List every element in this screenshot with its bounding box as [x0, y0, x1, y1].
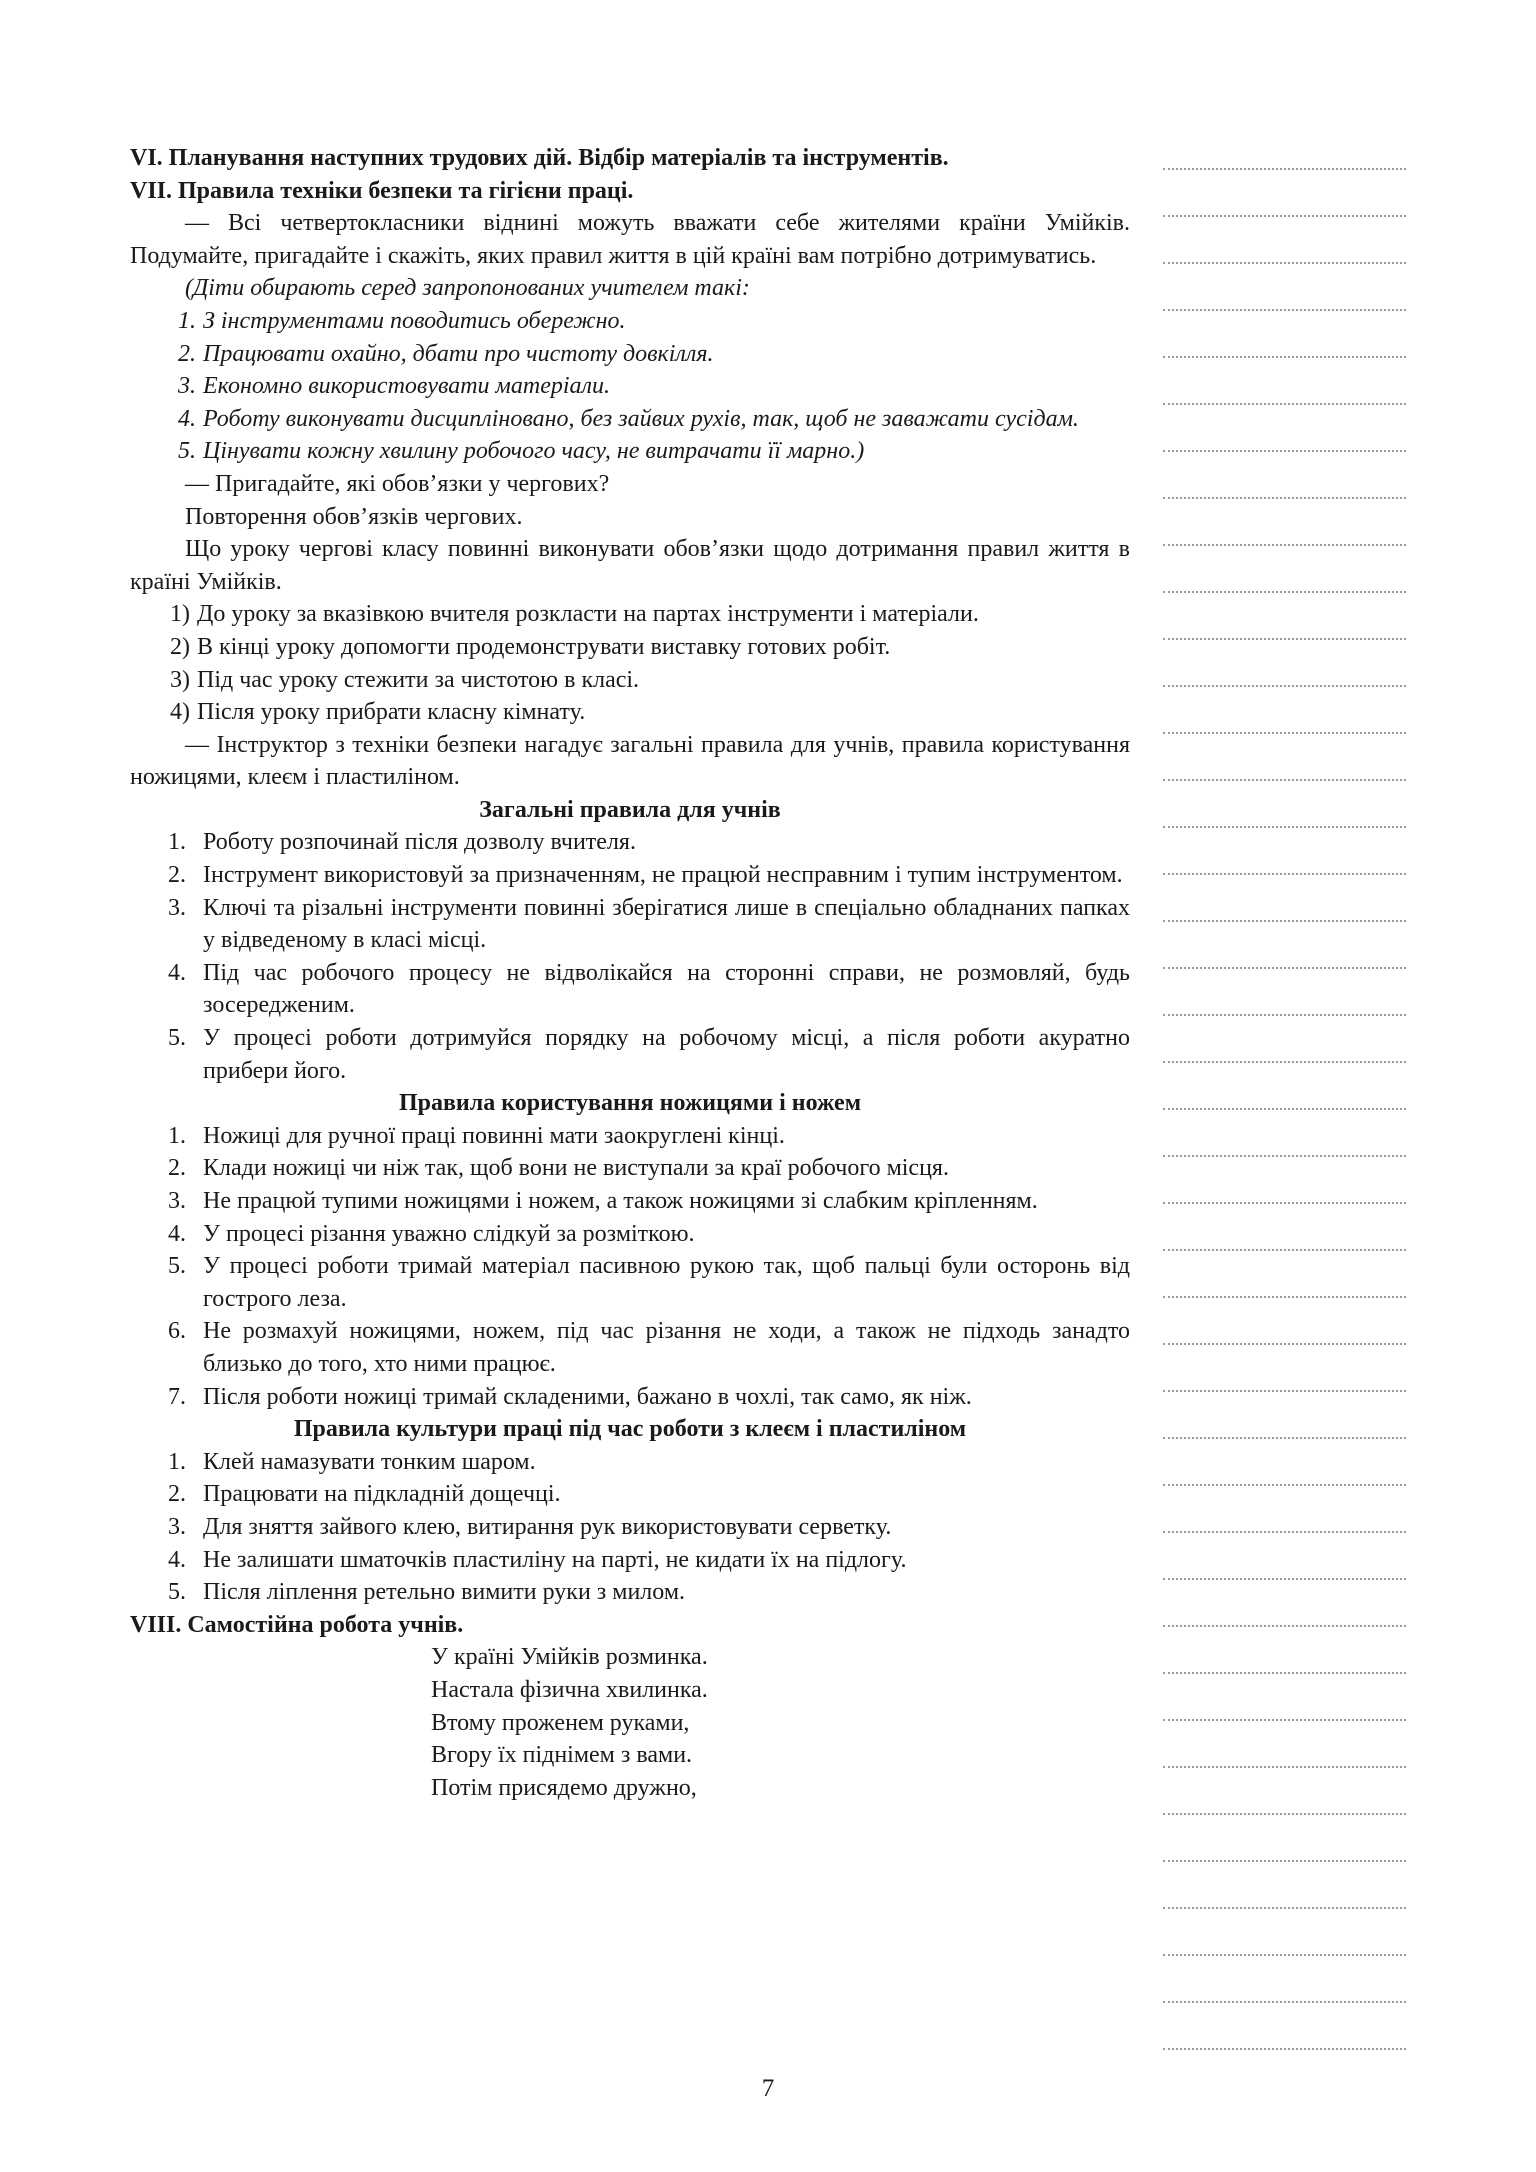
list-item-number: 1. [178, 307, 196, 334]
poem-line: У країні Умійків розминка. [431, 1644, 708, 1671]
glue-rule-item [130, 1576, 1130, 1609]
list-item-number: 5. [168, 1579, 186, 1606]
margin-note-line [1163, 215, 1406, 217]
notes-margin-lines [1163, 0, 1406, 2172]
margin-note-line [1163, 1202, 1406, 1204]
list-item-number: 5. [168, 1253, 186, 1280]
margin-note-line [1163, 2048, 1406, 2050]
margin-note-line [1163, 638, 1406, 640]
margin-note-line [1163, 309, 1406, 311]
list-item-text: Після роботи ножиці тримай складеними, бажано в чохлі, так само, як ніж. [203, 1383, 972, 1410]
list-item-number: 2. [178, 340, 196, 367]
list-item-number: 3. [168, 894, 186, 921]
duties-repeat: Повторення обов’язків чергових. [185, 503, 523, 530]
margin-note-line [1163, 1061, 1406, 1063]
margin-note-line [1163, 967, 1406, 969]
list-item-number: 5. [168, 1025, 186, 1052]
margin-note-line [1163, 2001, 1406, 2003]
margin-note-line [1163, 356, 1406, 358]
list-item-text: З інструментами поводитись обережно. [203, 307, 626, 334]
margin-note-line [1163, 873, 1406, 875]
list-item-text: Клей намазувати тонким шаром. [203, 1448, 536, 1475]
scissors-rules-list [130, 1120, 1130, 1413]
intro-paragraph: — Всі четвертокласники віднині можуть вважати себе жителями країни Умійків. Подумайте, пригадайте і скажіть, яких правил життя в цій країні вам потрібно дотримуватись. [130, 210, 1130, 269]
duty-item [130, 631, 1130, 664]
list-item-number: 3. [168, 1188, 186, 1214]
list-item-text: Не працюй тупими ножицями і ножем, а також ножицями зі слабким кріпленням. [203, 1188, 1038, 1214]
margin-note-line [1163, 685, 1406, 687]
list-item-number: 4) [170, 699, 190, 726]
glue-rules-title: Правила культури праці під час роботи з клеєм і пластиліном [293, 1416, 967, 1443]
list-item-text: Після ліплення ретельно вимити руки з милом. [203, 1579, 686, 1606]
margin-note-line [1163, 920, 1406, 922]
margin-note-line [1163, 450, 1406, 452]
margin-note-line [1163, 1155, 1406, 1157]
list-item-text: У процесі роботи тримай матеріал пасивною рукою так, щоб пальці були осторонь від гострого леза. [203, 1253, 1130, 1312]
poem-line: Настала фізична хвилинка. [431, 1676, 708, 1703]
list-item-text: Інструмент використовуй за призначенням, не працюй несправним і тупим інструментом. [203, 862, 1123, 889]
section-6-heading: VI. Планування наступних трудових дій. Відбір матеріалів та інструментів. [130, 145, 949, 171]
scissors-rule-item [130, 1250, 1130, 1315]
children-rule-item [130, 403, 1130, 436]
margin-note-line [1163, 1484, 1406, 1486]
margin-note-line [1163, 1249, 1406, 1251]
list-item-number: 1. [168, 829, 186, 856]
margin-note-line [1163, 1672, 1406, 1674]
duties-question: — Пригадайте, які обов’язки у чергових? [185, 470, 610, 497]
margin-note-line [1163, 1813, 1406, 1815]
general-rule-item [130, 892, 1130, 957]
list-item-number: 1. [168, 1122, 186, 1149]
list-item-number: 4. [178, 405, 196, 432]
page-content [130, 142, 1130, 1804]
list-item-text: До уроку за вказівкою вчителя розкласти на партах інструменти і матеріали. [197, 601, 979, 628]
margin-note-line [1163, 1531, 1406, 1533]
margin-note-line [1163, 826, 1406, 828]
general-rule-item [130, 957, 1130, 1022]
list-item-text: Економно використовувати матеріали. [203, 373, 610, 400]
instructor-paragraph: — Інструктор з техніки безпеки нагадує загальні правила для учнів, правила користування ножицями, клеєм і пластиліном. [130, 731, 1130, 791]
children-rule-item [130, 370, 1130, 403]
margin-note-line [1163, 544, 1406, 546]
general-rule-item [130, 1022, 1130, 1087]
duties-paragraph: Що уроку чергові класу повинні виконувати обов’язки щодо дотримання правил життя в країні Умійків. [130, 536, 1130, 595]
general-rules-list [130, 826, 1130, 1087]
glue-rule-item [130, 1446, 1130, 1479]
list-item-number: 6. [168, 1318, 186, 1345]
margin-note-line [1163, 1108, 1406, 1110]
poem-line: Вгору їх піднімем з вами. [431, 1742, 693, 1769]
margin-note-line [1163, 497, 1406, 499]
margin-note-line [1163, 1766, 1406, 1768]
children-intro: (Діти обирають серед запропонованих учителем такі: [185, 275, 750, 302]
margin-note-line [1163, 1954, 1406, 1956]
glue-rule-item [130, 1478, 1130, 1511]
scissors-rule-item [130, 1120, 1130, 1153]
list-item-number: 7. [168, 1383, 186, 1410]
duty-item [130, 664, 1130, 697]
children-rule-item [130, 338, 1130, 371]
list-item-text: Після уроку прибрати класну кімнату. [197, 699, 586, 726]
list-item-text: Не залишати шматочків пластиліну на парті, не кидати їх на підлогу. [203, 1546, 907, 1573]
list-item-number: 2. [168, 862, 186, 889]
scissors-rule-item [130, 1218, 1130, 1251]
children-rule-item [130, 305, 1130, 338]
margin-note-line [1163, 1907, 1406, 1909]
list-item-text: Ключі та різальні інструменти повинні зберігатися лише в спеціально обладнаних папках у відведеному в класі місці. [203, 894, 1130, 954]
margin-note-line [1163, 1437, 1406, 1439]
margin-note-line [1163, 1625, 1406, 1627]
list-item-text: Під час уроку стежити за чистотою в класі. [197, 666, 640, 693]
section-7-heading: VII. Правила техніки безпеки та гігієни праці. [130, 177, 634, 204]
poem-line: Втому проженем руками, [431, 1709, 690, 1736]
glue-rules-list [130, 1446, 1130, 1609]
poem-line: Потім присядемо дружно, [431, 1774, 697, 1801]
general-rule-item [130, 859, 1130, 892]
list-item-number: 3. [178, 373, 196, 400]
margin-note-line [1163, 1343, 1406, 1345]
list-item-text: Роботу розпочинай після дозволу вчителя. [203, 829, 636, 856]
list-item-text: В кінці уроку допомогти продемонструвати виставку готових робіт. [197, 633, 891, 660]
scissors-rules-title: Правила користування ножицями і ножем [398, 1090, 862, 1117]
list-item-text: У процесі різання уважно слідкуй за розміткою. [203, 1220, 695, 1247]
list-item-number: 3) [170, 666, 190, 693]
general-rules-title: Загальні правила для учнів [479, 796, 781, 823]
margin-note-line [1163, 262, 1406, 264]
margin-note-line [1163, 1390, 1406, 1392]
list-item-number: 5. [178, 438, 196, 465]
scissors-rule-item [130, 1152, 1130, 1185]
margin-note-line [1163, 732, 1406, 734]
section-8-heading: VIII. Самостійна робота учнів. [130, 1611, 464, 1638]
scissors-rule-item [130, 1315, 1130, 1380]
list-item-text: Працювати охайно, дбати про чистоту довкілля. [203, 340, 714, 367]
poem [130, 1641, 1130, 1804]
list-item-text: Для зняття зайвого клею, витирання рук використовувати серветку. [203, 1513, 892, 1540]
margin-note-line [1163, 779, 1406, 781]
margin-note-line [1163, 1719, 1406, 1721]
list-item-number: 2) [170, 633, 190, 660]
duty-item [130, 598, 1130, 631]
list-item-text: Не розмахуй ножицями, ножем, під час різання не ходи, а також не підходь занадто близько до того, хто ними працює. [203, 1318, 1130, 1377]
list-item-text: Ножиці для ручної праці повинні мати заокруглені кінці. [203, 1122, 785, 1149]
list-item-number: 4. [168, 1220, 186, 1247]
scissors-rule-item [130, 1185, 1130, 1218]
duties-list [130, 598, 1130, 728]
glue-rule-item [130, 1511, 1130, 1544]
general-rule-item [130, 826, 1130, 859]
scissors-rule-item [130, 1381, 1130, 1414]
margin-note-line [1163, 1014, 1406, 1016]
children-rule-item [130, 435, 1130, 468]
duty-item [130, 696, 1130, 729]
list-item-text: Під час робочого процесу не відволікайся на сторонні справи, не розмовляй, будь зосередженим. [203, 959, 1130, 1019]
margin-note-line [1163, 403, 1406, 405]
children-rules-list [130, 305, 1130, 468]
list-item-number: 4. [168, 1546, 186, 1573]
list-item-number: 2. [168, 1155, 186, 1182]
list-item-text: Працювати на підкладній дощечці. [203, 1481, 561, 1508]
list-item-number: 3. [168, 1513, 186, 1540]
list-item-number: 4. [168, 959, 186, 986]
list-item-number: 1) [170, 601, 190, 628]
margin-note-line [1163, 1578, 1406, 1580]
list-item-text: Цінувати кожну хвилину робочого часу, не витрачати її марно.) [203, 438, 865, 465]
list-item-text: Клади ножиці чи ніж так, щоб вони не виступали за краї робочого місця. [203, 1155, 949, 1182]
margin-note-line [1163, 1296, 1406, 1298]
list-item-text: Роботу виконувати дисципліновано, без зайвих рухів, так, щоб не заважати сусідам. [203, 405, 1079, 432]
glue-rule-item [130, 1544, 1130, 1577]
page-number: 7 [761, 2075, 775, 2102]
margin-note-line [1163, 591, 1406, 593]
list-item-text: У процесі роботи дотримуйся порядку на робочому місці, а після роботи акуратно прибери його. [203, 1025, 1130, 1084]
margin-note-line [1163, 1860, 1406, 1862]
list-item-number: 2. [168, 1481, 186, 1508]
list-item-number: 1. [168, 1448, 186, 1475]
margin-note-line [1163, 168, 1406, 170]
